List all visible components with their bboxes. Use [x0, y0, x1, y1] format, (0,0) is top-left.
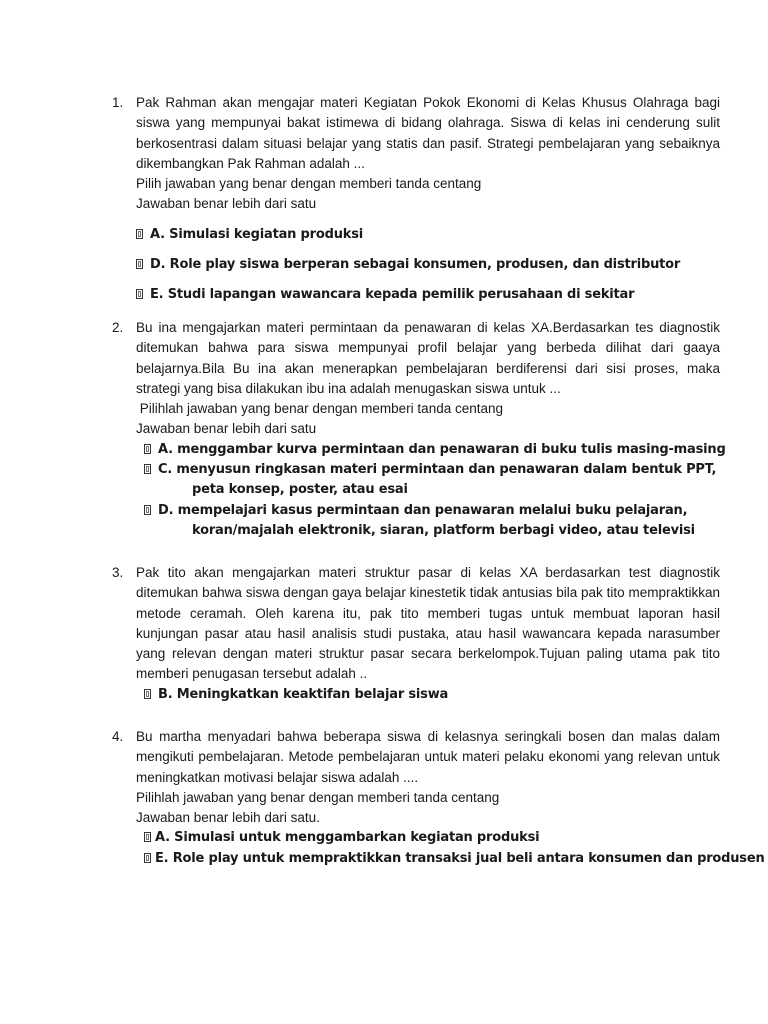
question-stem: Bu ina mengajarkan materi permintaan da penawaran di kelas XA.Berdasarkan tes diagnostik ditemukan bahwa para siswa mempunyai profil belajar yang berbeda dilihat dari gaaya belajarnya.Bila Bu ina akan menerapkan pembelajaran berdiferensi dari sisi proses, maka strategi yang bisa dilakukan ibu ina adalah menugaskan siswa untuk ...: [136, 320, 720, 396]
answer-option[interactable]: [136, 255, 720, 275]
question-instruction: Pilih jawaban yang benar dengan memberi tanda centang: [136, 176, 482, 192]
answer-option[interactable]: [136, 285, 720, 305]
question-stem: Pak Rahman akan mengajar materi Kegiatan Pokok Ekonomi di Kelas Khusus Olahraga bagi siswa yang mempunyai bakat istimewa di bidang olahraga. Siswa di kelas ini cenderung sulit berkosentrasi dalam situasi belajar yang statis dan pasif. Strategi pembelajaran yang sebaiknya dikembangkan Pak Rahman adalah ...: [136, 95, 720, 171]
answer-option[interactable]: [144, 501, 720, 542]
option-label: A. Simulasi untuk menggambarkan kegiatan produksi: [155, 830, 540, 846]
answer-option[interactable]: [144, 460, 720, 501]
question-4: [112, 727, 765, 869]
question-note: Jawaban benar lebih dari satu: [136, 421, 317, 437]
question-stem: Pak tito akan mengajarkan materi struktur pasar di kelas XA berdasarkan test diagnostik ditemukan bahwa siswa dengan gaya belajar kinestetik tidak antusias bila pak tito mempraktikkan metode ceramah. Oleh karena itu, pak tito memberi tugas untuk membuat laporan hasil kunjungan pasar atau hasil analisis studi pustaka, atau hasil wawancara kepada narasumber yang relevan dengan materi struktur pasar secara berkelompok.Tujuan paling utama pak tito memberi penugasan tersebut adalah ..: [136, 565, 720, 682]
question-number: 2.: [112, 320, 124, 335]
option-label: D. mempelajari kasus permintaan dan penawaran melalui buku pelajaran,: [158, 502, 688, 518]
checkbox-icon[interactable]: [144, 464, 151, 474]
question-number: 4.: [112, 729, 124, 744]
option-label-continued: peta konsep, poster, atau esai: [192, 482, 408, 498]
answer-option[interactable]: [144, 849, 765, 869]
option-label: E. Studi lapangan wawancara kepada pemilik perusahaan di sekitar: [150, 287, 635, 303]
option-label: A. menggambar kurva permintaan dan penawaran di buku tulis masing-masing: [158, 441, 726, 457]
option-label: D. Role play siswa berperan sebagai konsumen, produsen, dan distributor: [150, 257, 681, 273]
checkbox-icon[interactable]: [144, 853, 151, 863]
checkbox-icon[interactable]: [144, 832, 151, 842]
answer-option[interactable]: [144, 828, 720, 848]
checkbox-icon[interactable]: [144, 505, 151, 515]
question-2: [112, 318, 726, 541]
question-note: Jawaban benar lebih dari satu: [136, 196, 317, 212]
answer-option[interactable]: [144, 685, 720, 705]
answer-option[interactable]: [144, 440, 726, 460]
question-number: 3.: [112, 565, 124, 580]
question-note: Jawaban benar lebih dari satu.: [136, 810, 320, 826]
checkbox-icon[interactable]: [144, 689, 151, 699]
question-instruction: Pilihlah jawaban yang benar dengan memberi tanda centang: [136, 789, 500, 805]
answer-option[interactable]: [136, 225, 720, 245]
option-label-continued: koran/majalah elektronik, siaran, platform berbagi video, atau televisi: [192, 522, 695, 538]
question-1: [112, 93, 720, 306]
checkbox-icon[interactable]: [136, 289, 143, 299]
checkbox-icon[interactable]: [144, 444, 151, 454]
checkbox-icon[interactable]: [136, 229, 143, 239]
checkbox-icon[interactable]: [136, 259, 143, 269]
question-instruction: Pilihlah jawaban yang benar dengan memberi tanda centang: [136, 401, 504, 417]
option-label: A. Simulasi kegiatan produksi: [150, 226, 363, 242]
option-label: B. Meningkatkan keaktifan belajar siswa: [158, 686, 449, 702]
question-stem: Bu martha menyadari bahwa beberapa siswa di kelasnya seringkali bosen dan malas dalam mengikuti pembelajaran. Metode pembelajaran untuk materi pelaku ekonomi yang relevan untuk meningkatkan motivasi belajar siswa adalah ....: [136, 729, 720, 785]
question-number: 1.: [112, 95, 124, 110]
option-label: C. menyusun ringkasan materi permintaan dan penawaran dalam bentuk PPT,: [158, 462, 717, 478]
option-label: E. Role play untuk mempraktikkan transaksi jual beli antara konsumen dan produsen: [155, 850, 765, 866]
question-3: [112, 563, 720, 705]
